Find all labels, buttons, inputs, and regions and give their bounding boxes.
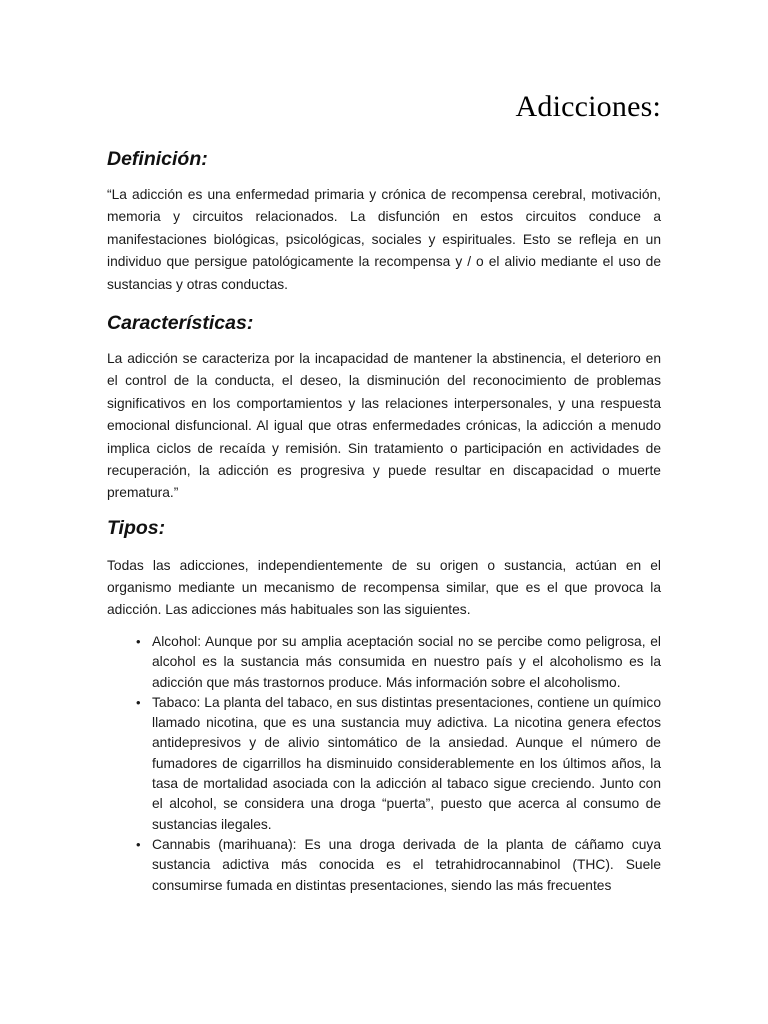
list-item-tabaco xyxy=(107,693,661,835)
list-item-cannabis xyxy=(107,835,661,896)
bullet-icon: • xyxy=(136,836,141,852)
section-heading-definicion: Definición: xyxy=(107,148,208,170)
types-list xyxy=(107,632,661,896)
section-text-caracteristicas: La adicción se caracteriza por la incapacidad de mantener la abstinencia, el deterioro en el control de la conducta, el deseo, la disminución del reconocimiento de problemas significativos en los comportamientos y las relaciones interpersonales, y una respuesta emocional disfuncional. Al igual que otras enfermedades crónicas, la adicción a menudo implica ciclos de recaída y remisión. Sin tratamiento o participación en actividades de recuperación, la adicción es progresiva y puede resultar en discapacidad o muerte prematura.” xyxy=(107,351,661,501)
list-item-text: Tabaco: La planta del tabaco, en sus distintas presentaciones, contiene un químico llamado nicotina, que es una sustancia muy adictiva. La nicotina genera efectos antidepresivos y de alivio sintomático de la ansiedad. Aunque el número de fumadores de cigarrillos ha disminuido considerablemente en los últimos años, la tasa de mortalidad asociada con la adicción al tabaco sigue creciendo. Junto con el alcohol, se considera una droga “puerta”, puesto que acerca al consumo de sustancias ilegales. xyxy=(152,694,661,832)
section-heading-caracteristicas: Características: xyxy=(107,312,254,334)
list-item-alcohol xyxy=(107,632,661,693)
document-title: Adicciones: xyxy=(515,90,661,123)
section-text-definicion: “La adicción es una enfermedad primaria y crónica de recompensa cerebral, motivación, memoria y circuitos relacionados. La disfunción en estos circuitos conduce a manifestaciones biológicas, psicológicas, sociales y espirituales. Esto se refleja en un individuo que persigue patológicamente la recompensa y / o el alivio mediante el uso de sustancias y otras conductas. xyxy=(107,187,661,292)
bullet-icon: • xyxy=(136,634,141,649)
section-heading-tipos: Tipos: xyxy=(107,517,166,539)
bullet-icon: • xyxy=(136,694,141,710)
section-text-tipos-intro: Todas las adicciones, independientemente de su origen o sustancia, actúan en el organismo mediante un mecanismo de recompensa similar, que es el que provoca la adicción. Las adicciones más habituales son las siguientes. xyxy=(107,558,661,617)
list-item-text: Cannabis (marihuana): Es una droga derivada de la planta de cáñamo cuya sustancia adictiva más conocida es el tetrahidrocannabinol (THC). Suele consumirse fumada en distintas presentaciones, siendo las más frecuentes xyxy=(152,836,661,893)
list-item-text: Alcohol: Aunque por su amplia aceptación social no se percibe como peligrosa, el alcohol es la sustancia más consumida en nuestro país y el alcoholismo es la adicción que más trastornos produce. Más información sobre el alcoholismo. xyxy=(152,634,661,690)
